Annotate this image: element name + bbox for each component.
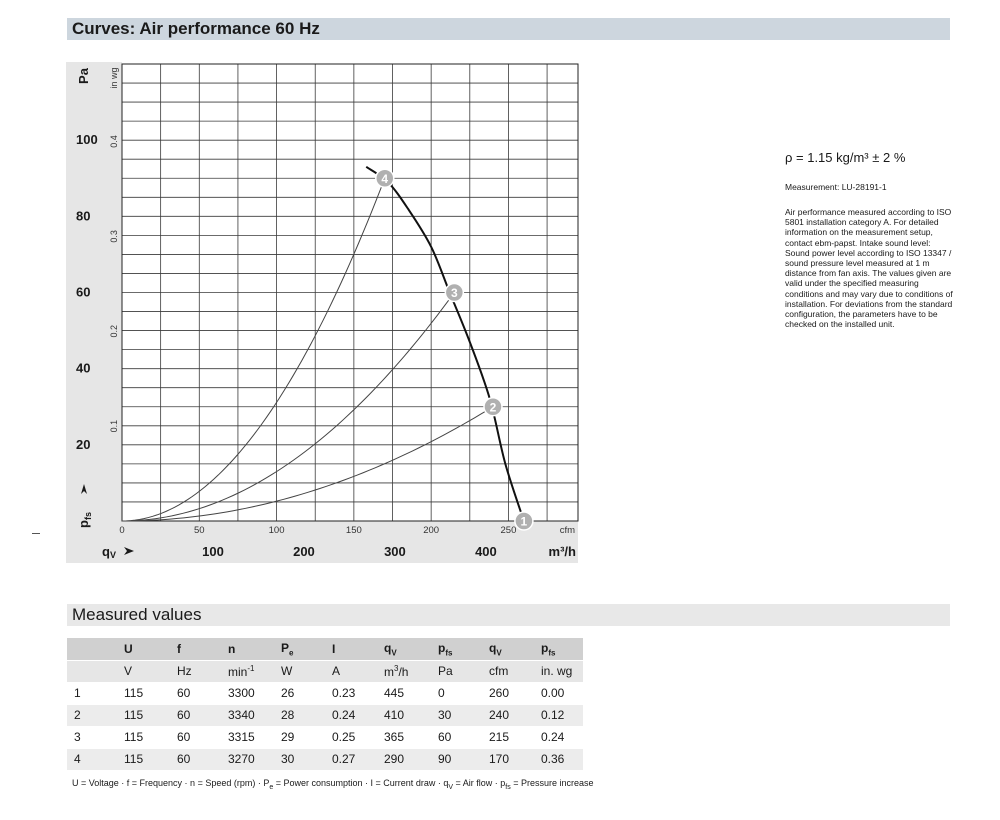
header-symbol — [274, 638, 325, 660]
y-tick-label-pa: 60 — [76, 284, 91, 300]
table-cell: 4 — [67, 748, 117, 770]
y-tick-label-pa: 40 — [76, 360, 91, 376]
table-cell: 90 — [431, 748, 482, 770]
x-tick-label-cfm: 200 — [423, 525, 440, 536]
header-corner — [67, 638, 117, 660]
symbol-sub: fs — [445, 647, 453, 657]
x-tick-label-cfm: 50 — [193, 525, 205, 536]
x-tick-label-cfm: 100 — [268, 525, 285, 536]
measured-values-header: Measured values — [67, 604, 950, 626]
y-tick-label-pa: 20 — [76, 436, 91, 452]
operating-point-label: 3 — [450, 286, 458, 300]
header-unit — [482, 660, 534, 682]
table-row — [67, 682, 583, 704]
x-tick-label-cfm: 150 — [345, 525, 362, 536]
table-row — [67, 748, 583, 770]
table-cell: 30 — [274, 748, 325, 770]
margin-mark — [32, 533, 40, 534]
x-tick-label-cfm: 0 — [119, 525, 125, 536]
table-cell: 29 — [274, 726, 325, 748]
symbol-text: U — [124, 641, 133, 656]
curves-header: Curves: Air performance 60 Hz — [67, 18, 950, 40]
header-unit — [274, 660, 325, 682]
table-cell: 215 — [482, 726, 534, 748]
table-cell: 0.12 — [534, 704, 583, 726]
legend-part-4: = Pressure increase — [510, 778, 594, 788]
unit-text: min — [228, 664, 248, 679]
unit-text: W — [281, 664, 293, 678]
unit-text: in. wg — [541, 664, 573, 678]
unit-text: A — [332, 664, 341, 678]
table-cell: 28 — [274, 704, 325, 726]
table-cell: 410 — [377, 704, 431, 726]
y-tick-label-pa: 80 — [76, 208, 91, 224]
y-axis-variable-text: $p_{fs}$ — [76, 512, 93, 528]
table-legend — [72, 778, 594, 791]
table-header-units — [67, 660, 583, 682]
header-symbol — [170, 638, 221, 660]
table-cell: 3270 — [221, 748, 274, 770]
symbol-sub: fs — [548, 647, 556, 657]
table-row — [67, 726, 583, 748]
symbol-text: q — [384, 640, 392, 655]
x-tick-label-m3h: 100 — [202, 544, 224, 559]
operating-point-label: 4 — [381, 171, 389, 186]
unit-text: m — [384, 664, 394, 679]
symbol-text: I — [332, 641, 336, 656]
header-unit — [377, 660, 431, 682]
y-tick-label-pa: 100 — [76, 132, 98, 148]
symbol-text: P — [281, 640, 290, 655]
legend-part-2: = Power consumption · I = Current draw · q — [273, 778, 449, 788]
table-header-symbols — [67, 638, 583, 660]
operating-point-label: 2 — [489, 400, 497, 415]
table-cell: 290 — [377, 748, 431, 770]
table-cell: 0.24 — [534, 726, 583, 748]
table-cell: 445 — [377, 682, 431, 704]
y-axis-panel — [66, 62, 122, 523]
symbol-text: f — [177, 641, 181, 656]
symbol-text: p — [541, 640, 549, 655]
unit-rest: /h — [398, 664, 409, 679]
x-axis-variable-sub: V — [109, 550, 116, 560]
x-unit-m3h: m³/h — [548, 544, 576, 559]
header-symbol — [377, 638, 431, 660]
header-symbol — [117, 638, 170, 660]
table-cell: 115 — [117, 682, 170, 704]
table-row — [67, 704, 583, 726]
table-cell: 115 — [117, 748, 170, 770]
table-cell: 0.36 — [534, 748, 583, 770]
table-cell: 240 — [482, 704, 534, 726]
x-tick-label-cfm: 250 — [500, 525, 517, 536]
table-cell: 0 — [431, 682, 482, 704]
table-cell: 0.24 — [325, 704, 377, 726]
x-tick-label-m3h: 400 — [475, 544, 497, 559]
symbol-text: p — [438, 640, 446, 655]
table-cell: 60 — [170, 682, 221, 704]
air-performance-chart — [66, 62, 580, 566]
table-cell: 3 — [67, 726, 117, 748]
symbol-text: n — [228, 641, 236, 656]
unit-text: cfm — [489, 664, 509, 678]
unit-sup: -1 — [247, 663, 255, 673]
y-tick-label-inwg: 0.2 — [109, 325, 119, 338]
operating-point-label: 1 — [520, 514, 528, 529]
header-unit — [221, 660, 274, 682]
table-cell: 3315 — [221, 726, 274, 748]
table-cell: 2 — [67, 704, 117, 726]
legend-part-3: = Air flow · p — [453, 778, 506, 788]
symbol-sub: V — [496, 647, 502, 657]
measurement-id: Measurement: LU-28191-1 — [785, 182, 887, 192]
table-cell: 260 — [482, 682, 534, 704]
unit-text: Pa — [438, 664, 453, 678]
header-unit — [117, 660, 170, 682]
x-tick-label-m3h: 300 — [384, 544, 406, 559]
symbol-sub: V — [391, 647, 397, 657]
symbol-text: q — [489, 640, 497, 655]
table-cell: 30 — [431, 704, 482, 726]
table-cell: 0.27 — [325, 748, 377, 770]
header-unit — [534, 660, 583, 682]
table-cell: 0.00 — [534, 682, 583, 704]
header-symbol — [221, 638, 274, 660]
unit-sup: 3 — [394, 663, 399, 673]
measurement-description: Air performance measured according to ISO 5801 installation category A. For detailed information on the measurement setup, contact ebm-papst. Intake sound level: Sound power level according to ISO 13347 / sound pressure level measured at 1 m distance from fan axis. The values given are valid under the specified measuring conditions and may vary due to conditions of installation. For deviations from the standard configuration, the parameters have to be checked on the installed unit. — [785, 207, 953, 330]
y-tick-label-inwg: 0.4 — [109, 135, 119, 148]
legend-part-1: U = Voltage · f = Frequency · n = Speed (rpm) · P — [72, 778, 270, 788]
table-cell: 115 — [117, 704, 170, 726]
table-cell: 0.23 — [325, 682, 377, 704]
measured-values-table — [67, 638, 583, 771]
header-symbol — [325, 638, 377, 660]
y-axis-label-inwg: in wg — [109, 67, 119, 89]
table-cell: 170 — [482, 748, 534, 770]
x-tick-label-m3h: 200 — [293, 544, 315, 559]
table-cell: 3300 — [221, 682, 274, 704]
unit-text: V — [124, 664, 133, 678]
y-tick-label-inwg: 0.1 — [109, 419, 119, 433]
units-corner — [67, 660, 117, 682]
table-cell: 60 — [431, 726, 482, 748]
y-axis-label-pa: Pa — [76, 68, 91, 84]
table-cell: 26 — [274, 682, 325, 704]
header-symbol — [431, 638, 482, 660]
legend-sub-2: V — [448, 783, 453, 791]
header-symbol — [482, 638, 534, 660]
header-unit — [325, 660, 377, 682]
x-unit-cfm: cfm — [559, 525, 575, 536]
table-cell: 365 — [377, 726, 431, 748]
unit-text: Hz — [177, 664, 192, 678]
table-cell: 3340 — [221, 704, 274, 726]
table-cell: 1 — [67, 682, 117, 704]
header-unit — [431, 660, 482, 682]
table-cell: 115 — [117, 726, 170, 748]
table-cell: 60 — [170, 726, 221, 748]
legend-sub-3: fs — [505, 783, 511, 791]
x-axis-variable: qV — [102, 544, 116, 560]
table-cell: 60 — [170, 704, 221, 726]
symbol-sub: e — [289, 647, 294, 657]
table-cell: 60 — [170, 748, 221, 770]
air-density: ρ = 1.15 kg/m³ ± 2 % — [785, 150, 906, 165]
table-cell: 0.25 — [325, 726, 377, 748]
header-symbol — [534, 638, 583, 660]
y-tick-label-inwg: 0.3 — [109, 230, 119, 243]
y-axis-variable-sub: fs — [83, 512, 93, 521]
header-unit — [170, 660, 221, 682]
legend-sub-1: e — [269, 783, 274, 791]
